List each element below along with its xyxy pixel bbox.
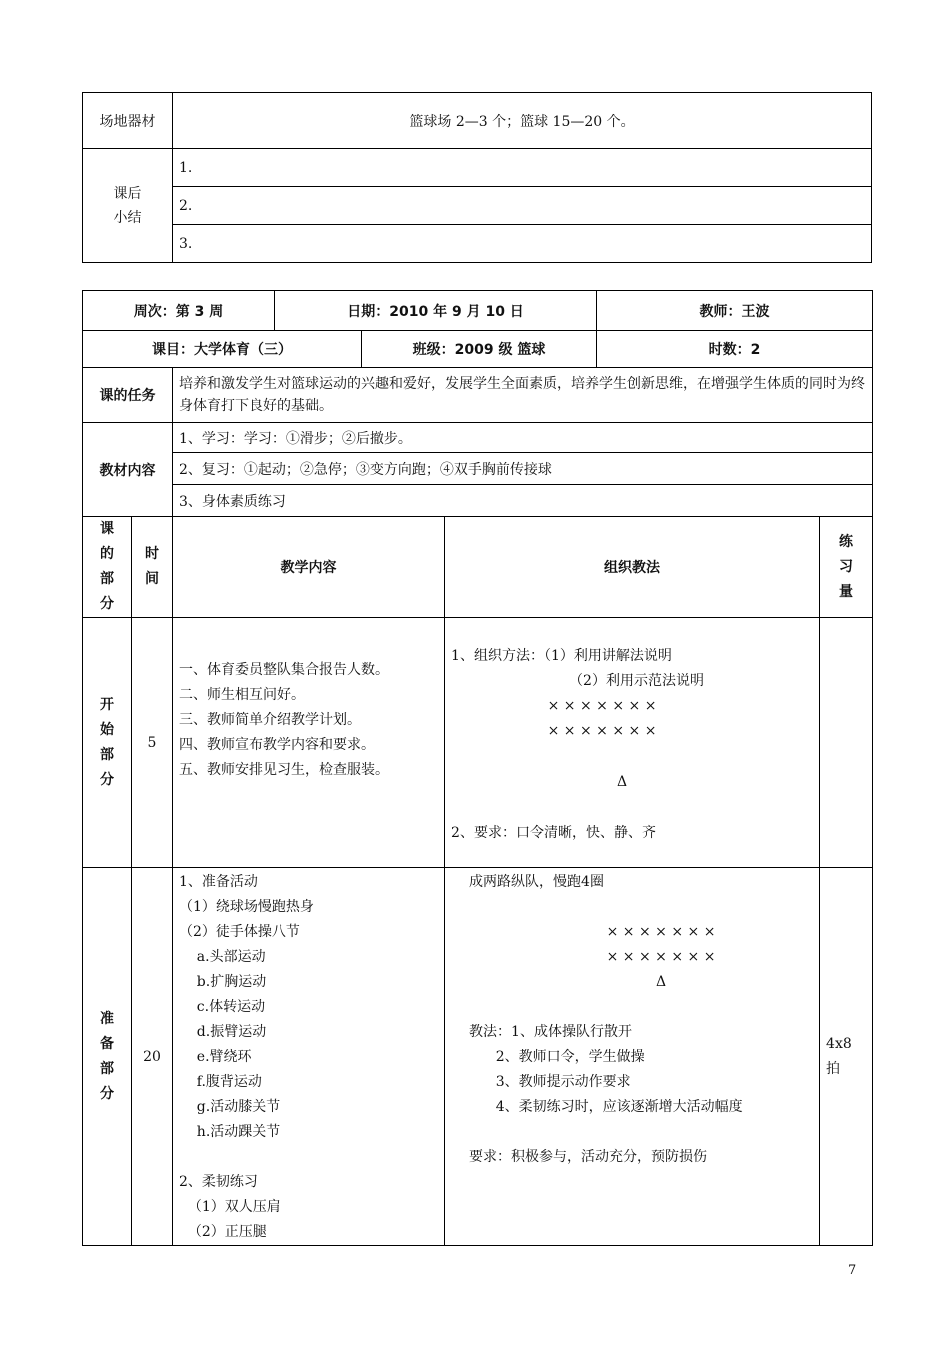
formation-row: × × × × × × × (547, 698, 657, 714)
formation-row: × × × × × × × (606, 949, 716, 965)
summary-line-2: 2. (173, 187, 872, 225)
material-1: 1、学习：学习：①滑步；②后撤步。 (173, 423, 873, 453)
teacher-marker: Δ (655, 974, 667, 990)
material-label: 教材内容 (83, 423, 173, 517)
summary-line-1: 1. (173, 149, 872, 187)
prep-method: 成两路纵队，慢跑4圈 × × × × × × × × × × × × × × Δ 教法：1、成体操队行散开 2、教师口令，学生做操 3、教师提示动作要求 4、柔韧练习时，应该逐渐增大活动幅度 要求：积极参与，活动充分，预防损伤 (445, 868, 820, 1246)
header-method: 组织教法 (445, 517, 820, 618)
hours-cell: 时数：2 (597, 331, 873, 368)
prep-content: 1、准备活动 （1）绕球场慢跑热身 （2）徒手体操八节 a.头部运动 b.扩胸运动 c.体转运动 d.振臂运动 e.臂绕环 f.腹背运动 g.活动膝关节 h.活动踝关节 2、柔韧练习 （1）双人压肩 （2）正压腿 (173, 868, 445, 1246)
teacher-cell: 教师：王波 (597, 291, 873, 331)
header-time: 时 间 (132, 517, 173, 618)
header-amount: 练 习 量 (820, 517, 873, 618)
venue-value: 篮球场 2—3 个；篮球 15—20 个。 (173, 93, 872, 149)
teacher-marker: Δ (616, 774, 628, 790)
page-number: 7 (848, 1263, 857, 1278)
prep-time: 20 (132, 868, 173, 1246)
course-cell: 课目：大学体育（三） (83, 331, 362, 368)
summary-label: 课后 小结 (83, 149, 173, 263)
start-amount (820, 618, 873, 868)
start-content: 一、体育委员整队集合报告人数。 二、师生相互问好。 三、教师简单介绍教学计划。 四、教师宣布教学内容和要求。 五、教师安排见习生，检查服装。 (173, 618, 445, 868)
week-cell: 周次：第 3 周 (83, 291, 275, 331)
formation-row: × × × × × × × (547, 723, 657, 739)
prep-part: 准 备 部 分 (83, 868, 132, 1246)
prep-amount: 4x8 拍 (820, 868, 873, 1246)
venue-summary-table (82, 92, 872, 263)
header-content: 教学内容 (173, 517, 445, 618)
summary-line-3: 3. (173, 225, 872, 263)
formation-row: × × × × × × × (606, 924, 716, 940)
venue-label: 场地器材 (83, 93, 173, 149)
class-cell: 班级：2009 级 篮球 (362, 331, 597, 368)
start-method: 1、组织方法：（1）利用讲解法说明 （2）利用示范法说明 × × × × × × × × × × × × × × Δ 2、要求：口令清晰，快、静、齐 (445, 618, 820, 868)
lesson-plan-table (82, 290, 873, 1246)
material-3: 3、身体素质练习 (173, 485, 873, 517)
date-cell: 日期：2010 年 9 月 10 日 (275, 291, 597, 331)
header-part: 课 的 部 分 (83, 517, 132, 618)
task-text: 培养和激发学生对篮球运动的兴趣和爱好，发展学生全面素质，培养学生创新思维，在增强学生体质的同时为终身体育打下良好的基础。 (173, 368, 873, 423)
task-label: 课的任务 (83, 368, 173, 423)
start-time: 5 (132, 618, 173, 868)
material-2: 2、复习：①起动；②急停；③变方向跑；④双手胸前传接球 (173, 453, 873, 485)
start-part: 开 始 部 分 (83, 618, 132, 868)
